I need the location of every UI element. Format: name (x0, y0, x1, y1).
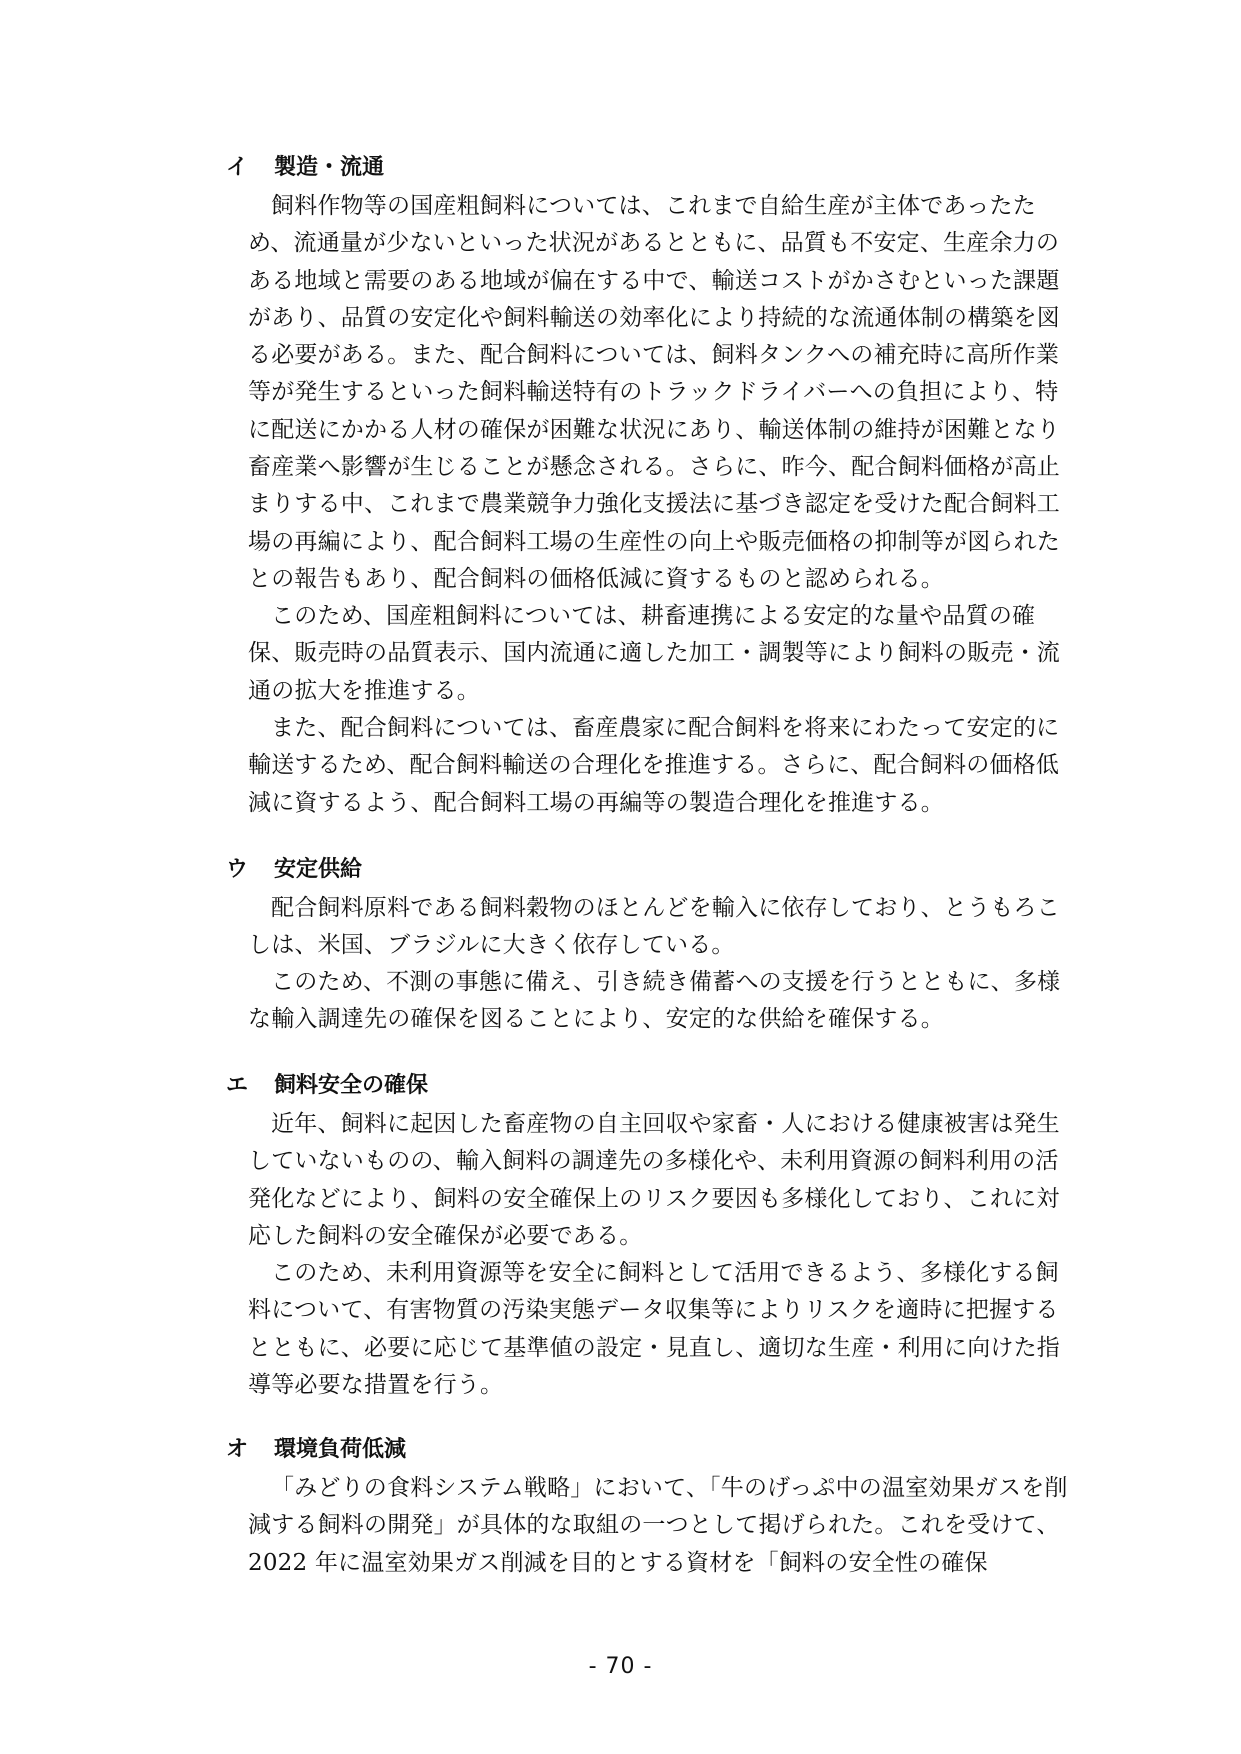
section-paragraph: このため、不測の事態に備え、引き続き備蓄への支援を行うとともに、多様な輸入調達先の確保を図ることにより、安定的な供給を確保する。 (248, 969, 1061, 1033)
section-heading-i (226, 150, 384, 186)
section-mark: オ (226, 1437, 249, 1462)
section-paragraph: 配合飼料原料である飼料穀物のほとんどを輸入に依存しており、とうもろこしは、米国、ブラジルに大きく依存している。 (248, 895, 1060, 959)
section-heading-e (226, 1068, 428, 1104)
section-title: 製造・流通 (274, 155, 385, 180)
section-title: 飼料安全の確保 (274, 1073, 429, 1098)
section-paragraph: 「みどりの食料システム戦略」において、「牛のげっぷ中の温室効果ガスを削減する飼料の開発」が具体的な取組の一つとして掲げられた。これを受けて、2022 年に温室効果ガス削減を目的とする資材を「飼料の安全性の確保 (248, 1475, 1068, 1576)
section-mark: ウ (226, 857, 249, 882)
section-paragraph: このため、国産粗飼料については、耕畜連携による安定的な量や品質の確保、販売時の品質表示、国内流通に適した加工・調製等により飼料の販売・流通の拡大を推進する。 (248, 603, 1060, 704)
section-mark: エ (226, 1073, 249, 1098)
section-title: 環境負荷低減 (274, 1437, 407, 1462)
section-paragraph: また、配合飼料については、畜産農家に配合飼料を将来にわたって安定的に輸送するため、配合飼料輸送の合理化を推進する。さらに、配合飼料の価格低減に資するよう、配合飼料工場の再編等の製造合理化を推進する。 (248, 715, 1060, 816)
section-heading-u (226, 852, 362, 888)
section-mark: イ (226, 155, 249, 180)
section-title: 安定供給 (274, 857, 363, 882)
section-paragraph: このため、未利用資源等を安全に飼料として活用できるよう、多様化する飼料について、有害物質の汚染実態データ収集等によりリスクを適時に把握するとともに、必要に応じて基準値の設定・見直し、適切な生産・利用に向けた指導等必要な措置を行う。 (248, 1260, 1060, 1398)
section-paragraph: 近年、飼料に起因した畜産物の自主回収や家畜・人における健康被害は発生していないものの、輸入飼料の調達先の多様化や、未利用資源の飼料利用の活発化などにより、飼料の安全確保上のリスク要因も多様化しており、これに対応した飼料の安全確保が必要である。 (248, 1111, 1060, 1249)
section-heading-o (226, 1432, 406, 1468)
section-paragraph: 飼料作物等の国産粗飼料については、これまで自給生産が主体であったため、流通量が少ないといった状況があるとともに、品質も不安定、生産余力のある地域と需要のある地域が偏在する中で、輸送コストがかさむといった課題があり、品質の安定化や飼料輸送の効率化により持続的な流通体制の構築を図る必要がある。また、配合飼料については、飼料タンクへの補充時に高所作業等が発生するといった飼料輸送特有のトラックドライバーへの負担により、特に配送にかかる人材の確保が困難な状況にあり、輸送体制の維持が困難となり畜産業へ影響が生じることが懸念される。さらに、昨今、配合飼料価格が高止まりする中、これまで農業競争力強化支援法に基づき認定を受けた配合飼料工場の再編により、配合飼料工場の生産性の向上や販売価格の抑制等が図られたとの報告もあり、配合飼料の価格低減に資するものと認められる。 (248, 193, 1060, 592)
page-number: - 70 - (588, 1654, 653, 1679)
